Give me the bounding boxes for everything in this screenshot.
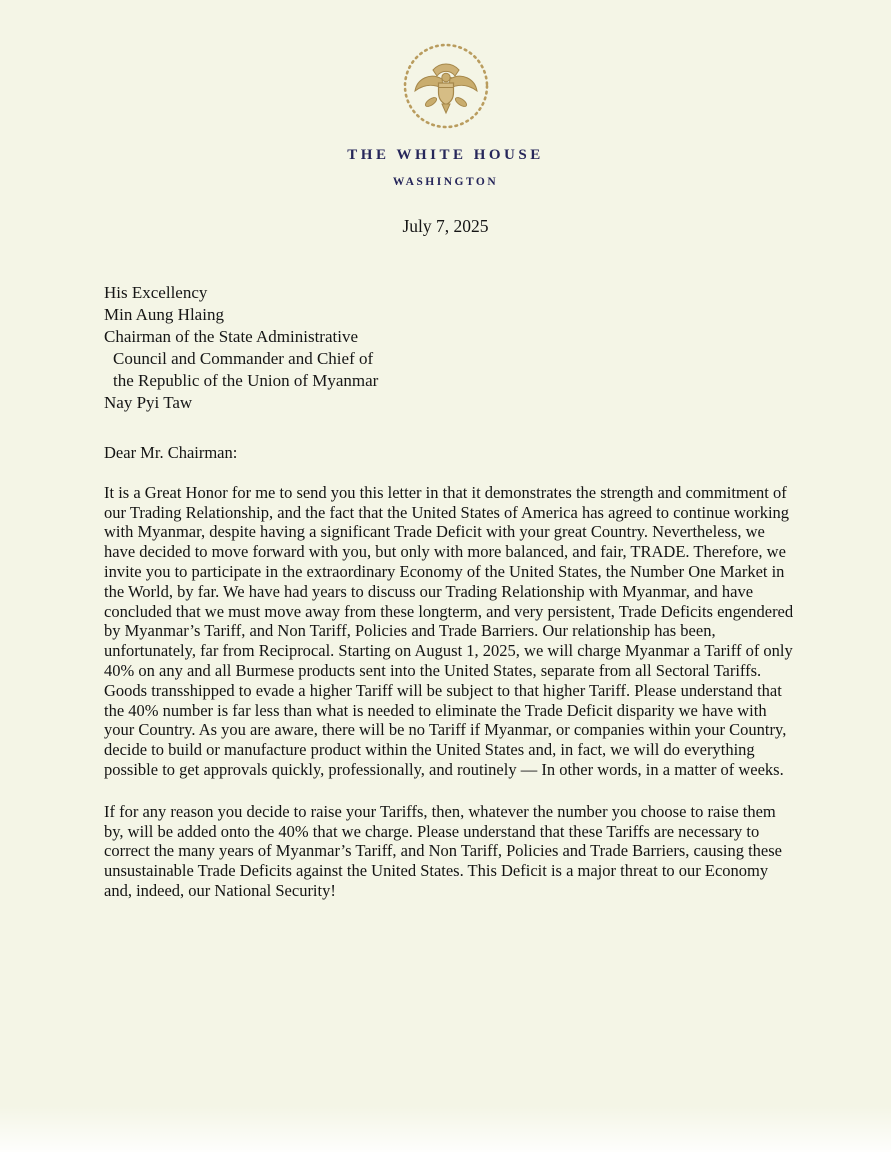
letter-paragraph: If for any reason you decide to raise your Tariffs, then, whatever the number you choose to raise them by, will be added onto the 40% that we charge. Please understand that these Tariffs are necessary to correct the many years of Myanmar’s Tariff, and Non Tariff, Policies and Trade Barriers, causing these unsustainable Trade Deficits against the United States. This Deficit is a major threat to our Economy and, indeed, our National Security! [104,801,782,900]
seal-eagle-head [441,73,449,81]
letterhead-title: THE WHITE HOUSE [347,147,544,163]
recipient-address-block [104,282,378,414]
seal-shield [438,83,453,105]
letterhead-seal [0,40,891,132]
recipient-line: the Republic of the Union of Myanmar [113,371,379,390]
page-bottom-scan-fade [0,1106,891,1152]
letter-body [104,443,796,923]
seal-tail [442,104,450,113]
seal-arrows [453,96,467,108]
recipient-line: His Excellency [104,283,208,302]
recipient-line: Nay Pyi Taw [104,393,193,412]
letter-paragraph: It is a Great Honor for me to send you this letter in that it demonstrates the strength and commitment of our Trading Relationship, and the fact that the United States of America has agreed to continue working with Myanmar, despite having a significant Trade Deficit with your great Country. Nevertheless, we have decided to move forward with you, but only with more balanced, and fair, TRADE. Therefore, we invite you to participate in the extraordinary Economy of the United States, the Number One Market in the World, by far. We have had years to discuss our Trading Relationship with Myanmar, and have concluded that we must move away from these longterm, and very persistent, Trade Deficits engendered by Myanmar’s Tariff, and Non Tariff, Policies and Trade Barriers. Our relationship has been, unfortunately, far from Reciprocal. Starting on August 1, 2025, we will charge Myanmar a Tariff of only 40% on any and all Burmese products sent into the United States, separate from all Sectoral Tariffs. Goods transshipped to evade a higher Tariff will be subject to that higher Tariff. Please understand that the 40% number is far less than what is needed to eliminate the Trade Deficit disparity we have with your Country. As you are aware, there will be no Tariff if Myanmar, or companies within your Country, decide to build or manufacture product within the United States and, in fact, we will do everything possible to get approvals quickly, professionally, and routinely — In other words, in a matter of weeks. [104,482,794,779]
presidential-seal-icon [400,40,492,132]
salutation: Dear Mr. Chairman: [104,443,238,462]
letterhead-subtitle: WASHINGTON [392,176,499,188]
recipient-line: Min Aung Hlaing [104,305,224,324]
letter-date: July 7, 2025 [402,216,489,236]
seal-olive-branch [423,96,437,108]
recipient-line: Chairman of the State Administrative [104,327,359,346]
recipient-line: Council and Commander and Chief of [113,349,374,368]
